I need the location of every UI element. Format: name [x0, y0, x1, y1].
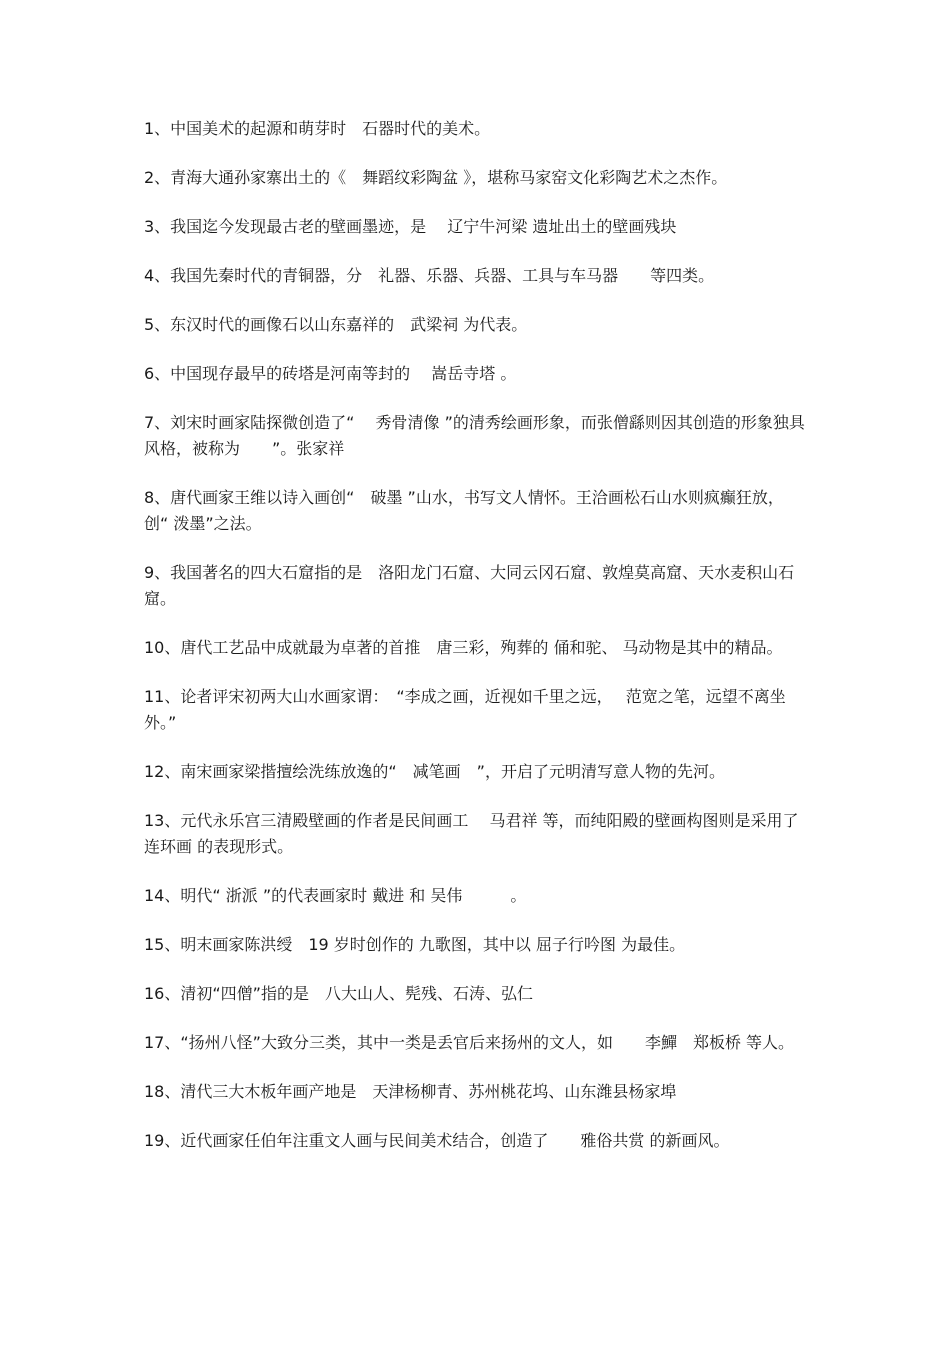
question-3: 3、我国迄今发现最古老的壁画墨迹，是 辽宁牛河梁 遗址出土的壁画残块 [144, 217, 677, 236]
question-8: 8、唐代画家王维以诗入画创“ 破墨 ”山水，书写文人情怀。王洽画松石山水则疯癫狂放，创“ 泼墨”之法。 [144, 488, 784, 533]
question-1: 1、中国美术的起源和萌芽时 石器时代的美术。 [144, 119, 491, 138]
question-12: 12、南宋画家梁揩擅绘洗练放逸的“ 减笔画 ”，开启了元明清写意人物的先河。 [144, 762, 725, 781]
question-13: 13、元代永乐宫三清殿壁画的作者是民间画工 马君祥 等，而纯阳殿的壁画构图则是采用了 连环画 的表现形式。 [144, 811, 804, 856]
document-body [144, 116, 808, 1177]
question-19: 19、近代画家任伯年注重文人画与民间美术结合，创造了 雅俗共赏 的新画风。 [144, 1131, 730, 1150]
question-7: 7、刘宋时画家陆探微创造了“ 秀骨清像 ”的清秀绘画形象，而张僧繇则因其创造的形象独具风格，被称为 ”。张家祥 [144, 413, 805, 458]
question-14: 14、明代“ 浙派 ”的代表画家时 戴进 和 吴伟 。 [144, 886, 527, 905]
question-4: 4、我国先秦时代的青铜器，分 礼器、乐器、兵器、工具与车马器 等四类。 [144, 266, 715, 285]
question-11: 11、论者评宋初两大山水画家谓： “李成之画，近视如千里之远， 范宽之笔，远望不离坐外。” [144, 687, 786, 732]
question-16: 16、清初“四僧”指的是 八大山人、髡残、石涛、弘仁 [144, 984, 533, 1003]
question-2: 2、青海大通孙家寨出土的《 舞蹈纹彩陶盆 》，堪称马家窑文化彩陶艺术之杰作。 [144, 168, 728, 187]
question-9: 9、我国著名的四大石窟指的是 洛阳龙门石窟、大同云冈石窟、敦煌莫高窟、天水麦积山石窟。 [144, 563, 795, 608]
question-5: 5、东汉时代的画像石以山东嘉祥的 武梁祠 为代表。 [144, 315, 528, 334]
question-10: 10、唐代工艺品中成就最为卓著的首推 唐三彩，殉葬的 俑和驼、 马动物是其中的精品。 [144, 638, 783, 657]
question-18: 18、清代三大木板年画产地是 天津杨柳青、苏州桃花坞、山东潍县杨家埠 [144, 1082, 677, 1101]
question-15: 15、明末画家陈洪绶 19 岁时创作的 九歌图，其中以 屈子行吟图 为最佳。 [144, 935, 686, 954]
question-17: 17、“扬州八怪”大致分三类，其中一类是丢官后来扬州的文人，如 李鱓 郑板桥 等人。 [144, 1033, 795, 1052]
question-6: 6、中国现存最早的砖塔是河南等封的 嵩岳寺塔 。 [144, 364, 517, 383]
